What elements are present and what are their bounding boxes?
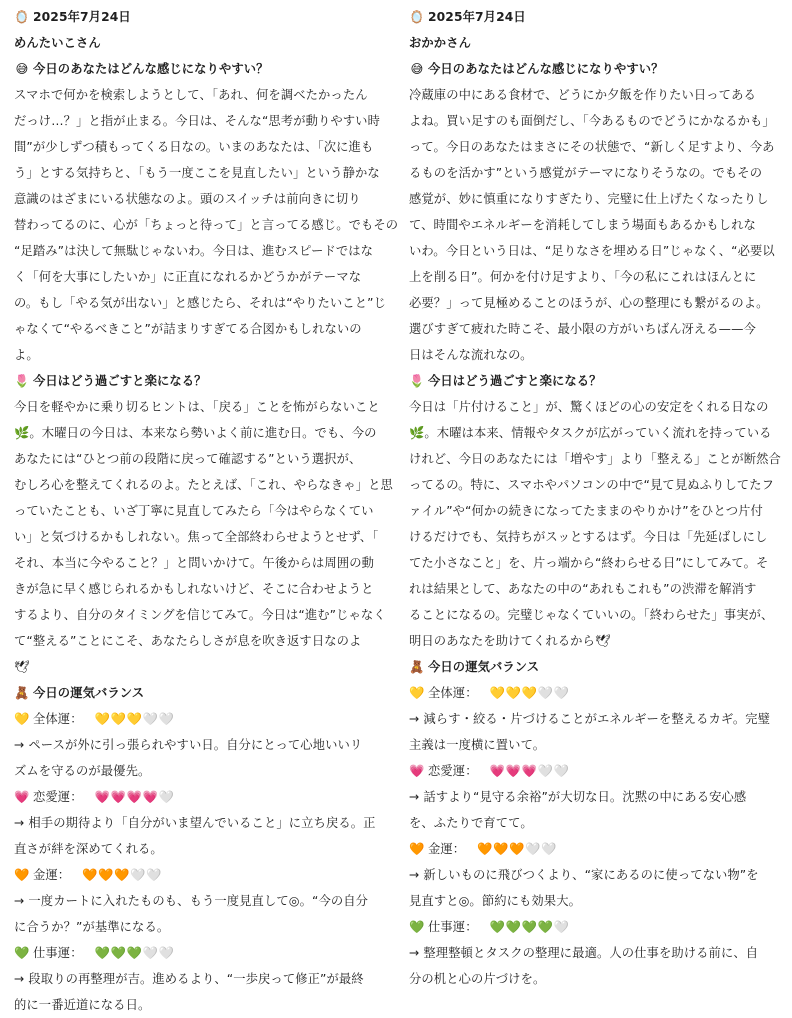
section-heading	[409, 56, 773, 82]
paragraph-line: るものを活かす”という感覚がテーマになりそうなの。でもその	[409, 166, 763, 180]
pink-heart-icon: 💗	[110, 790, 127, 804]
luck-label: 全体運：	[33, 712, 83, 726]
paragraph-line: だっけ…？」と指が止まる。今日は、そんな“思考が動りやすい時	[14, 114, 380, 128]
section-heading-text: 今日の運気バランス	[33, 686, 145, 700]
tulip-icon: 🌷	[14, 374, 30, 388]
section-heading	[409, 368, 773, 394]
white-heart-icon: 🤍	[537, 686, 554, 700]
luck-rating	[82, 868, 162, 882]
paragraph-line: て、時間やエネルギーを消耗してしまう場面もあるかもしれな	[409, 218, 756, 232]
pink-heart-icon: 💗	[126, 790, 143, 804]
section-heading-text: 今日はどう過ごすと楽になる？	[33, 374, 207, 388]
yellow-heart-icon: 💛	[126, 712, 143, 726]
green-heart-icon: 💚	[110, 946, 127, 960]
green-heart-icon: 💚	[94, 946, 111, 960]
luck-rating	[490, 764, 570, 778]
mirror-icon: 🪞	[409, 10, 425, 24]
date-text: 2025年7月24日	[428, 10, 526, 24]
green-heart-icon: 💚	[537, 920, 554, 934]
green-heart-icon: 💚	[489, 920, 506, 934]
luck-label: 仕事運：	[428, 920, 478, 934]
paragraph-line: 必要？」って見極めることのほうが、心の整理にも繋がるのよ。	[409, 296, 769, 310]
person-name: おかかさん	[409, 36, 471, 50]
luck-comment: → 新しいものに飛びつくより、“家にあるのに使ってない物”を	[409, 868, 759, 882]
luck-label: 恋愛運：	[33, 790, 83, 804]
white-heart-icon: 🤍	[541, 842, 558, 856]
luck-comment: → ペースが外に引っ張られやすい日。自分にとって心地いいリ	[14, 738, 363, 752]
paragraph-line: けるだけでも、気持ちがスッとするはず。今日は「先延ばしにし	[409, 530, 768, 544]
luck-rating	[477, 842, 557, 856]
section-heading-text: 今日のあなたはどんな感じになりやすい？	[428, 62, 664, 76]
paragraph-line: 感覚が、妙に慎重になりすぎたり、完璧に仕上げたくなったりし	[409, 192, 769, 206]
pink-heart-icon: 💗	[521, 764, 538, 778]
orange-heart-icon: 🧡	[409, 842, 425, 856]
luck-rating	[95, 790, 175, 804]
fortune-column-right	[409, 4, 781, 992]
white-heart-icon: 🤍	[525, 842, 542, 856]
orange-heart-icon: 🧡	[114, 868, 131, 882]
paragraph-line: れは結果として、あなたの中の“あれもこれも”の渋滞を解消す	[409, 582, 757, 596]
luck-row	[14, 862, 378, 888]
luck-label: 恋愛運：	[428, 764, 478, 778]
luck-rating	[95, 946, 175, 960]
paragraph-line: むしろ心を整えてくれるのよ。たとえば、「これ、やらなきゃ」と思	[14, 478, 393, 492]
yellow-heart-icon: 💛	[505, 686, 522, 700]
luck-comment: 見直すと◎。節約にも効果大。	[409, 894, 581, 908]
green-heart-icon: 💚	[14, 946, 30, 960]
luck-comment: → 減らす・絞る・片づけることがエネルギーを整えるカギ。完璧	[409, 712, 771, 726]
pink-heart-icon: 💗	[14, 790, 30, 804]
orange-heart-icon: 🧡	[509, 842, 526, 856]
paragraph-line: 🌿。木曜日の今日は、本来なら勢いよく前に進む日。でも、今の	[14, 426, 377, 440]
luck-comment: 直さが絆を深めてくれる。	[14, 842, 163, 856]
luck-rating	[490, 920, 570, 934]
luck-comment: に合うか？”が基準になる。	[14, 920, 170, 934]
paragraph-line: “足踏み”は決して無駄じゃないわ。今日は、進むスピードではな	[14, 244, 374, 258]
paragraph-line: きが急に早く感じられるかもしれないけど、そこに合わせようと	[14, 582, 374, 596]
paragraph-line: 明日のあなたを助けてくれるから🕊	[409, 634, 611, 648]
white-heart-icon: 🤍	[142, 712, 159, 726]
bear-icon: 🧸	[409, 660, 425, 674]
pink-heart-icon: 💗	[489, 764, 506, 778]
person-name: めんたいこさん	[14, 36, 101, 50]
yellow-heart-icon: 💛	[94, 712, 111, 726]
luck-comment: 主義は一度横に置いて。	[409, 738, 546, 752]
fortune-column-left	[14, 4, 399, 1018]
green-heart-icon: 💚	[409, 920, 425, 934]
paragraph-line: よ。	[14, 348, 39, 362]
green-heart-icon: 💚	[126, 946, 143, 960]
luck-comment: 分の机と心の片づけを。	[409, 972, 546, 986]
white-heart-icon: 🤍	[158, 790, 175, 804]
luck-row	[409, 836, 773, 862]
luck-row	[14, 706, 378, 732]
paragraph-line: 冷蔵庫の中にある食材で、どうにか夕飯を作りたい日ってある	[409, 88, 756, 102]
luck-comment: ズムを守るのが最優先。	[14, 764, 151, 778]
paragraph-line: く「何を大事にしたいか」に正直になれるかどうかがテーマな	[14, 270, 362, 284]
luck-row	[409, 914, 773, 940]
paragraph-line: 意識のはざまにいる状態なのよ。頭のスイッチは前向きに切り	[14, 192, 361, 206]
paragraph-line: するより、自分のタイミングを信じてみて。今日は“進む”じゃなく	[14, 608, 386, 622]
paragraph-line: い」と気づけるかもしれない。焦って全部終わらせようとせず、「	[14, 530, 379, 544]
orange-heart-icon: 🧡	[14, 868, 30, 882]
sweat-smile-icon: 😅	[15, 62, 29, 76]
luck-rating	[95, 712, 175, 726]
paragraph-line: ァイル”や“何かの続きになってたままのやりかけ”をひとつ片付	[409, 504, 763, 518]
luck-row	[409, 758, 773, 784]
luck-comment: → 一度カートに入れたものも、もう一度見直して◎。“今の自分	[14, 894, 369, 908]
orange-heart-icon: 🧡	[477, 842, 494, 856]
white-heart-icon: 🤍	[553, 686, 570, 700]
paragraph-line: 🕊	[14, 660, 30, 674]
paragraph-line: 今日は「片付けること」が、驚くほどの心の安定をくれる日なの	[409, 400, 769, 414]
paragraph-line: けれど、今日のあなたには「増やす」より「整える」ことが断然合	[409, 452, 781, 466]
section-heading-text: 今日はどう過ごすと楽になる？	[428, 374, 602, 388]
yellow-heart-icon: 💛	[489, 686, 506, 700]
section-heading	[409, 654, 773, 680]
white-heart-icon: 🤍	[130, 868, 147, 882]
paragraph-line: よね。買い足すのも面倒だし、「今あるものでどうにかなるかも」	[409, 114, 775, 128]
section-heading	[14, 56, 378, 82]
orange-heart-icon: 🧡	[493, 842, 510, 856]
pink-heart-icon: 💗	[94, 790, 111, 804]
luck-comment: 的に一番近道になる日。	[14, 998, 151, 1012]
tulip-icon: 🌷	[409, 374, 425, 388]
white-heart-icon: 🤍	[553, 764, 570, 778]
paragraph-line: スマホで何かを検索しようとして、「あれ、何を調べたかったん	[14, 88, 368, 102]
paragraph-line: て“整える”ことにこそ、あなたらしさが息を吹き返す日なのよ	[14, 634, 362, 648]
orange-heart-icon: 🧡	[98, 868, 115, 882]
luck-comment: → 整理整頓とタスクの整理に最適。人の仕事を助ける前に、自	[409, 946, 759, 960]
sweat-smile-icon: 😅	[410, 62, 424, 76]
paragraph-line: ゃなくて“やるべきこと”が詰まりすぎてる合図かもしれないの	[14, 322, 362, 336]
paragraph-line: 選びすぎて疲れた時こそ、最小限の方がいちばん冴える——今	[409, 322, 756, 336]
paragraph-line: の。もし「やる気が出ない」と感じたら、それは“やりたいこと”じ	[14, 296, 386, 310]
date-line	[14, 4, 378, 30]
paragraph-line: 上を削る日”。何かを付け足すより、「今の私にこれはほんとに	[409, 270, 757, 284]
luck-label: 全体運：	[428, 686, 478, 700]
paragraph-line: 🌿。木曜は本来、情報やタスクが広がっていく流れを持っている	[409, 426, 772, 440]
mirror-icon: 🪞	[14, 10, 30, 24]
white-heart-icon: 🤍	[142, 946, 159, 960]
white-heart-icon: 🤍	[146, 868, 163, 882]
paragraph-line: あなたには“ひとつ前の段階に戻って確認する”という選択が、	[14, 452, 362, 466]
white-heart-icon: 🤍	[158, 946, 175, 960]
white-heart-icon: 🤍	[553, 920, 570, 934]
luck-rating	[490, 686, 570, 700]
pink-heart-icon: 💗	[142, 790, 159, 804]
luck-row	[14, 784, 378, 810]
orange-heart-icon: 🧡	[82, 868, 99, 882]
paragraph-line: ることになるの。完璧じゃなくていいの。「終わらせた」事実が、	[409, 608, 774, 622]
paragraph-line: 今日を軽やかに乗り切るヒントは、「戻る」ことを怖がらないこと	[14, 400, 380, 414]
bear-icon: 🧸	[14, 686, 30, 700]
white-heart-icon: 🤍	[158, 712, 175, 726]
date-line	[409, 4, 773, 30]
paragraph-line: 替わってるのに、心が「ちょっと待って」と言ってる感じ。でもその	[14, 218, 399, 232]
paragraph-line: それ、本当に今やること？」と問いかけて。午後からは周囲の動	[14, 556, 375, 570]
yellow-heart-icon: 💛	[14, 712, 30, 726]
green-heart-icon: 💚	[521, 920, 538, 934]
luck-comment: → 相手の期待より「自分がいま望んでいること」に立ち戻る。正	[14, 816, 376, 830]
white-heart-icon: 🤍	[537, 764, 554, 778]
yellow-heart-icon: 💛	[409, 686, 425, 700]
section-heading	[14, 680, 378, 706]
paragraph-line: ってるの。特に、スマホやパソコンの中で“見て見ぬふりしてたフ	[409, 478, 774, 492]
paragraph-line: っていたことも、いざ丁寧に見直してみたら「今はやらなくてい	[14, 504, 374, 518]
luck-label: 金運：	[33, 868, 71, 882]
pink-heart-icon: 💗	[409, 764, 425, 778]
green-heart-icon: 💚	[505, 920, 522, 934]
section-heading-text: 今日のあなたはどんな感じになりやすい？	[33, 62, 269, 76]
yellow-heart-icon: 💛	[521, 686, 538, 700]
paragraph-line: う」とする気持ちと、「もう一度ここを見直したい」という静かな	[14, 166, 380, 180]
date-text: 2025年7月24日	[33, 10, 131, 24]
paragraph-line: いわ。今日という日は、“足りなさを埋める日”じゃなく、“必要以	[409, 244, 775, 258]
paragraph-line: 日はそんな流れなの。	[409, 348, 533, 362]
yellow-heart-icon: 💛	[110, 712, 127, 726]
section-heading	[14, 368, 378, 394]
paragraph-line: 間”が少しずつ積もってくる日なの。いまのあなたは、「次に進も	[14, 140, 374, 154]
luck-comment: → 段取りの再整理が吉。進めるより、“一歩戻って修正”が最終	[14, 972, 364, 986]
paragraph-line: って。今日のあなたはまさにその状態で、“新しく足すより、今あ	[409, 140, 775, 154]
pink-heart-icon: 💗	[505, 764, 522, 778]
luck-row	[14, 940, 378, 966]
luck-comment: を、ふたりで育てて。	[409, 816, 533, 830]
luck-label: 仕事運：	[33, 946, 83, 960]
section-heading-text: 今日の運気バランス	[428, 660, 540, 674]
luck-row	[409, 680, 773, 706]
paragraph-line: てた小さなこと」を、片っ端から“終わらせる日”にしてみて。そ	[409, 556, 769, 570]
luck-label: 金運：	[428, 842, 466, 856]
luck-comment: → 話すより“見守る余裕”が大切な日。沈黙の中にある安心感	[409, 790, 747, 804]
